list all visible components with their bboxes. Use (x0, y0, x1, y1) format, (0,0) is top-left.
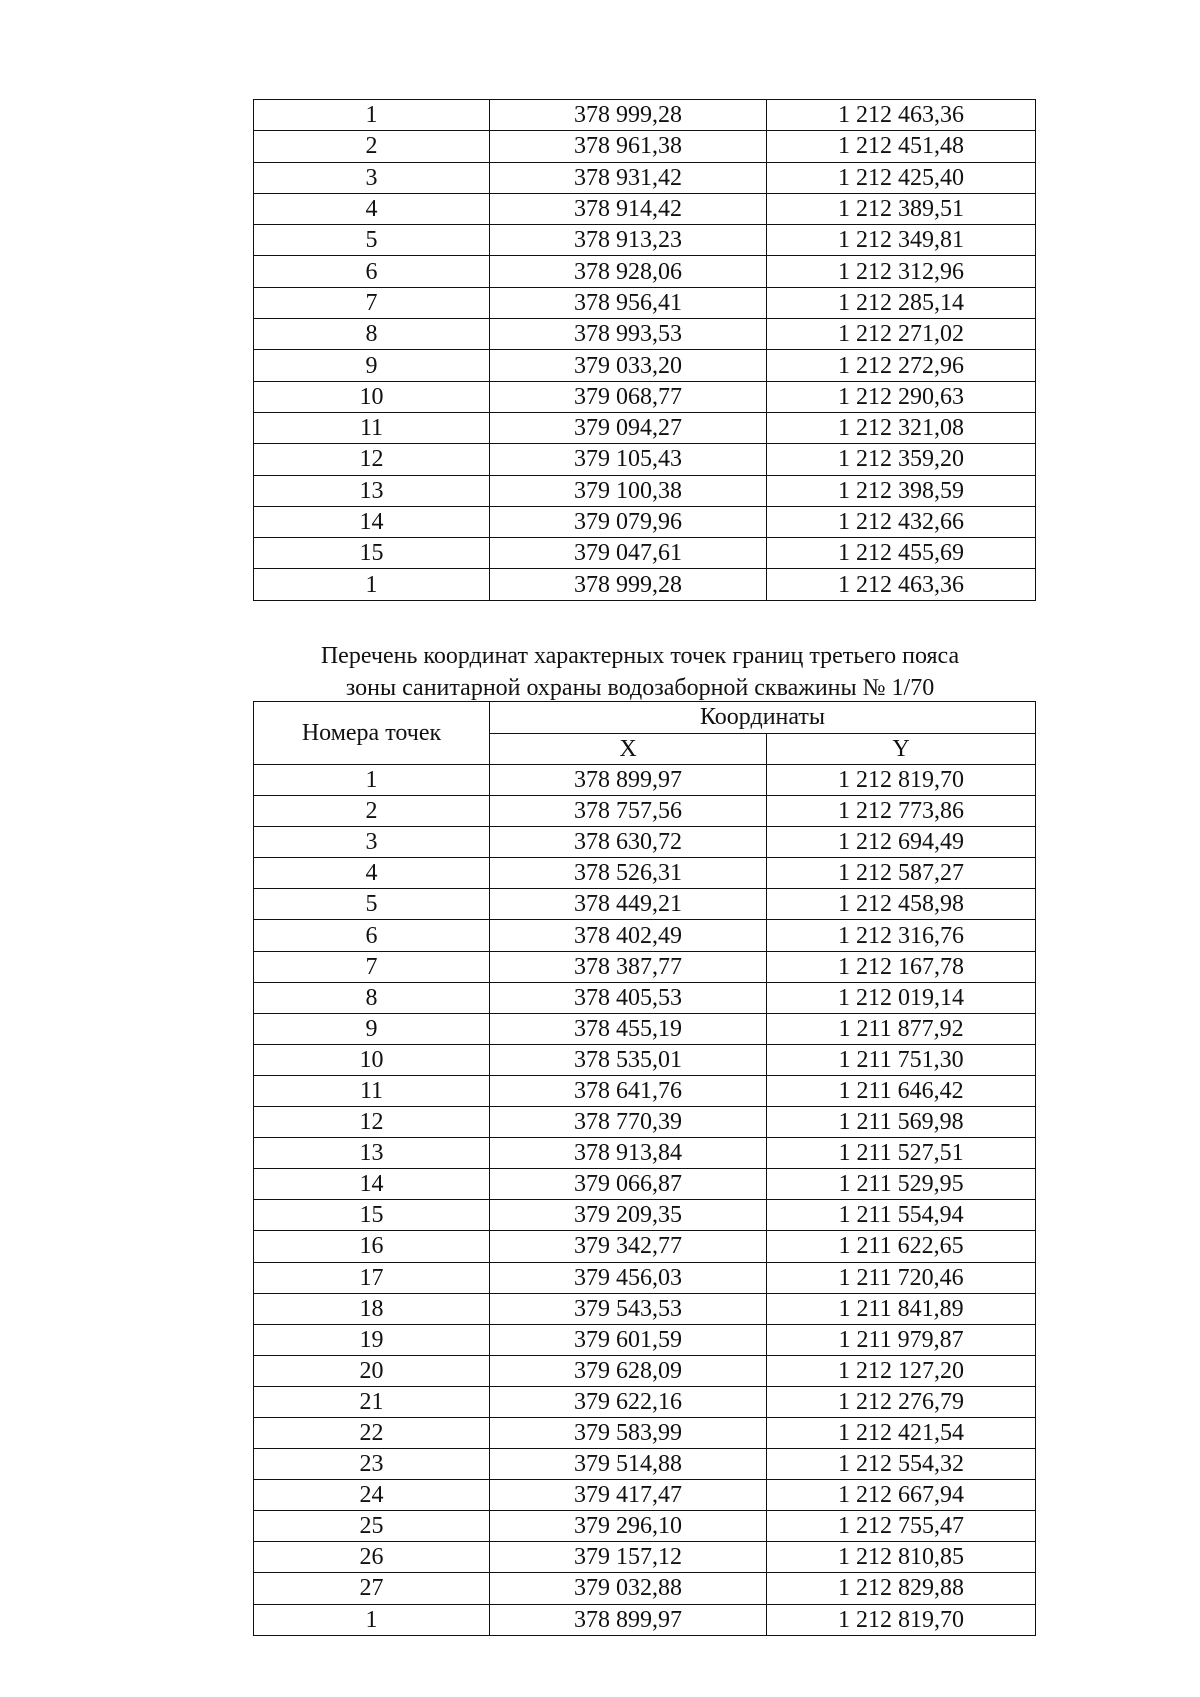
table-body (254, 100, 1036, 601)
cell-point-number: 26 (254, 1542, 490, 1573)
cell-point-number: 12 (254, 444, 490, 475)
cell-y: 1 212 271,02 (767, 319, 1036, 350)
cell-x: 379 622,16 (490, 1386, 767, 1417)
table-row (254, 982, 1036, 1013)
header-x: X (490, 733, 767, 765)
cell-point-number: 3 (254, 162, 490, 193)
cell-point-number: 9 (254, 350, 490, 381)
cell-y: 1 211 527,51 (767, 1138, 1036, 1169)
cell-y: 1 212 312,96 (767, 256, 1036, 287)
cell-point-number: 5 (254, 889, 490, 920)
table-row (254, 256, 1036, 287)
cell-point-number: 6 (254, 920, 490, 951)
cell-y: 1 211 979,87 (767, 1324, 1036, 1355)
cell-point-number: 14 (254, 506, 490, 537)
cell-point-number: 1 (254, 569, 490, 600)
cell-y: 1 212 458,98 (767, 889, 1036, 920)
cell-y: 1 211 751,30 (767, 1044, 1036, 1075)
table-row (254, 1013, 1036, 1044)
cell-x: 378 387,77 (490, 951, 767, 982)
header-coordinates: Координаты (490, 702, 1036, 734)
table-row (254, 475, 1036, 506)
cell-point-number: 8 (254, 319, 490, 350)
cell-x: 379 033,20 (490, 350, 767, 381)
cell-y: 1 212 432,66 (767, 506, 1036, 537)
cell-y: 1 211 841,89 (767, 1293, 1036, 1324)
table-row (254, 319, 1036, 350)
cell-y: 1 212 349,81 (767, 225, 1036, 256)
cell-y: 1 212 019,14 (767, 982, 1036, 1013)
cell-y: 1 212 398,59 (767, 475, 1036, 506)
table-row (254, 858, 1036, 889)
cell-x: 378 757,56 (490, 796, 767, 827)
table-row (254, 1044, 1036, 1075)
cell-x: 378 993,53 (490, 319, 767, 350)
cell-y: 1 212 272,96 (767, 350, 1036, 381)
table-row (254, 131, 1036, 162)
cell-point-number: 20 (254, 1355, 490, 1386)
coordinates-table-continued (253, 99, 1036, 601)
table-row (254, 569, 1036, 600)
cell-x: 379 157,12 (490, 1542, 767, 1573)
cell-point-number: 14 (254, 1169, 490, 1200)
cell-x: 379 296,10 (490, 1511, 767, 1542)
cell-y: 1 212 290,63 (767, 381, 1036, 412)
cell-point-number: 1 (254, 100, 490, 131)
cell-y: 1 211 646,42 (767, 1075, 1036, 1106)
cell-point-number: 19 (254, 1324, 490, 1355)
cell-point-number: 24 (254, 1480, 490, 1511)
cell-y: 1 212 455,69 (767, 538, 1036, 569)
cell-point-number: 7 (254, 951, 490, 982)
table-row (254, 1169, 1036, 1200)
cell-y: 1 212 425,40 (767, 162, 1036, 193)
cell-y: 1 211 877,92 (767, 1013, 1036, 1044)
cell-point-number: 10 (254, 381, 490, 412)
cell-y: 1 211 720,46 (767, 1262, 1036, 1293)
cell-x: 378 999,28 (490, 569, 767, 600)
table-row (254, 920, 1036, 951)
cell-x: 379 543,53 (490, 1293, 767, 1324)
cell-x: 379 456,03 (490, 1262, 767, 1293)
cell-y: 1 211 622,65 (767, 1231, 1036, 1262)
cell-y: 1 212 359,20 (767, 444, 1036, 475)
cell-x: 378 899,97 (490, 1604, 767, 1635)
cell-point-number: 15 (254, 1200, 490, 1231)
table-row (254, 1075, 1036, 1106)
cell-x: 378 899,97 (490, 765, 767, 796)
cell-point-number: 16 (254, 1231, 490, 1262)
cell-y: 1 211 529,95 (767, 1169, 1036, 1200)
cell-point-number: 2 (254, 796, 490, 827)
cell-y: 1 212 755,47 (767, 1511, 1036, 1542)
cell-point-number: 15 (254, 538, 490, 569)
cell-point-number: 12 (254, 1107, 490, 1138)
cell-point-number: 6 (254, 256, 490, 287)
table-row (254, 1449, 1036, 1480)
cell-y: 1 212 276,79 (767, 1386, 1036, 1417)
cell-x: 378 913,23 (490, 225, 767, 256)
cell-x: 378 914,42 (490, 193, 767, 224)
cell-point-number: 21 (254, 1386, 490, 1417)
cell-x: 378 641,76 (490, 1075, 767, 1106)
cell-x: 379 342,77 (490, 1231, 767, 1262)
cell-point-number: 18 (254, 1293, 490, 1324)
cell-x: 378 526,31 (490, 858, 767, 889)
cell-point-number: 5 (254, 225, 490, 256)
cell-y: 1 212 451,48 (767, 131, 1036, 162)
cell-x: 379 417,47 (490, 1480, 767, 1511)
table-row (254, 506, 1036, 537)
cell-point-number: 7 (254, 287, 490, 318)
table-row (254, 1542, 1036, 1573)
cell-point-number: 2 (254, 131, 490, 162)
cell-x: 379 105,43 (490, 444, 767, 475)
cell-y: 1 212 819,70 (767, 765, 1036, 796)
cell-x: 378 770,39 (490, 1107, 767, 1138)
table-row (254, 796, 1036, 827)
cell-x: 378 449,21 (490, 889, 767, 920)
cell-y: 1 212 810,85 (767, 1542, 1036, 1573)
cell-point-number: 1 (254, 765, 490, 796)
header-y: Y (767, 733, 1036, 765)
table-row (254, 889, 1036, 920)
table-row (254, 287, 1036, 318)
cell-point-number: 8 (254, 982, 490, 1013)
cell-x: 379 047,61 (490, 538, 767, 569)
cell-point-number: 4 (254, 193, 490, 224)
table-row (254, 444, 1036, 475)
cell-point-number: 11 (254, 1075, 490, 1106)
table-row (254, 1231, 1036, 1262)
table-row (254, 951, 1036, 982)
cell-x: 379 094,27 (490, 412, 767, 443)
table-row (254, 1200, 1036, 1231)
cell-point-number: 10 (254, 1044, 490, 1075)
table-row (254, 1573, 1036, 1604)
cell-point-number: 22 (254, 1417, 490, 1448)
cell-x: 379 628,09 (490, 1355, 767, 1386)
cell-x: 379 514,88 (490, 1449, 767, 1480)
cell-x: 378 961,38 (490, 131, 767, 162)
cell-y: 1 212 167,78 (767, 951, 1036, 982)
table-row (254, 1293, 1036, 1324)
cell-y: 1 212 829,88 (767, 1573, 1036, 1604)
cell-y: 1 212 285,14 (767, 287, 1036, 318)
cell-point-number: 27 (254, 1573, 490, 1604)
cell-x: 378 455,19 (490, 1013, 767, 1044)
cell-point-number: 17 (254, 1262, 490, 1293)
cell-y: 1 211 569,98 (767, 1107, 1036, 1138)
cell-y: 1 212 389,51 (767, 193, 1036, 224)
table-row (254, 1138, 1036, 1169)
section-title-line-1: Перечень координат характерных точек границ третьего пояса (320, 643, 960, 669)
table-row (254, 1386, 1036, 1417)
cell-x: 379 032,88 (490, 1573, 767, 1604)
cell-x: 378 405,53 (490, 982, 767, 1013)
cell-x: 379 209,35 (490, 1200, 767, 1231)
header-point-numbers: Номера точек (254, 702, 490, 765)
section-title-line-2: зоны санитарной охраны водозаборной скважины № 1/70 (345, 675, 935, 701)
cell-x: 379 583,99 (490, 1417, 767, 1448)
cell-y: 1 211 554,94 (767, 1200, 1036, 1231)
table-row (254, 1355, 1036, 1386)
table-row (254, 1480, 1036, 1511)
cell-x: 379 068,77 (490, 381, 767, 412)
table-row (254, 765, 1036, 796)
table-row (254, 1107, 1036, 1138)
cell-y: 1 212 587,27 (767, 858, 1036, 889)
table-row (254, 193, 1036, 224)
cell-point-number: 9 (254, 1013, 490, 1044)
cell-y: 1 212 321,08 (767, 412, 1036, 443)
table-row (254, 381, 1036, 412)
table-body (254, 765, 1036, 1636)
table-row (254, 225, 1036, 256)
cell-x: 379 601,59 (490, 1324, 767, 1355)
cell-y: 1 212 773,86 (767, 796, 1036, 827)
cell-x: 378 402,49 (490, 920, 767, 951)
cell-point-number: 23 (254, 1449, 490, 1480)
cell-x: 379 100,38 (490, 475, 767, 506)
cell-y: 1 212 463,36 (767, 569, 1036, 600)
cell-point-number: 4 (254, 858, 490, 889)
cell-point-number: 3 (254, 827, 490, 858)
cell-x: 378 928,06 (490, 256, 767, 287)
cell-x: 379 066,87 (490, 1169, 767, 1200)
table-row (254, 1417, 1036, 1448)
cell-point-number: 13 (254, 1138, 490, 1169)
cell-y: 1 212 463,36 (767, 100, 1036, 131)
cell-point-number: 1 (254, 1604, 490, 1635)
cell-y: 1 212 819,70 (767, 1604, 1036, 1635)
table-row (254, 1324, 1036, 1355)
table-row (254, 350, 1036, 381)
table-row (254, 412, 1036, 443)
table-row (254, 1511, 1036, 1542)
table-row (254, 1262, 1036, 1293)
cell-x: 378 931,42 (490, 162, 767, 193)
coordinates-table-third-zone (253, 701, 1036, 1636)
cell-x: 378 630,72 (490, 827, 767, 858)
cell-x: 379 079,96 (490, 506, 767, 537)
cell-point-number: 13 (254, 475, 490, 506)
cell-y: 1 212 421,54 (767, 1417, 1036, 1448)
cell-x: 378 999,28 (490, 100, 767, 131)
cell-y: 1 212 127,20 (767, 1355, 1036, 1386)
cell-y: 1 212 694,49 (767, 827, 1036, 858)
cell-x: 378 535,01 (490, 1044, 767, 1075)
table-row (254, 827, 1036, 858)
table-row (254, 538, 1036, 569)
cell-point-number: 11 (254, 412, 490, 443)
cell-y: 1 212 554,32 (767, 1449, 1036, 1480)
table-header (254, 702, 1036, 765)
cell-y: 1 212 316,76 (767, 920, 1036, 951)
cell-x: 378 913,84 (490, 1138, 767, 1169)
cell-point-number: 25 (254, 1511, 490, 1542)
table-row (254, 100, 1036, 131)
table-row (254, 162, 1036, 193)
cell-x: 378 956,41 (490, 287, 767, 318)
cell-y: 1 212 667,94 (767, 1480, 1036, 1511)
table-row (254, 1604, 1036, 1635)
